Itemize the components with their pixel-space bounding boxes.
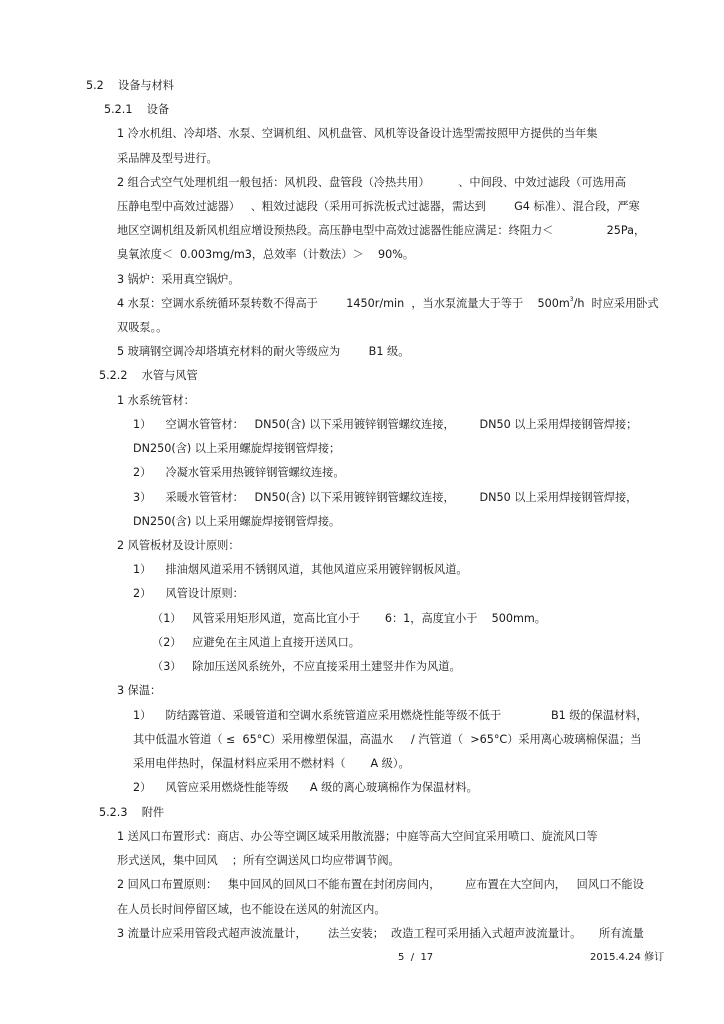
body-line: 2 回风口布置原则： 集中回风的回风口不能布置在封闭房间内， 应布置在大空间内， 回风口不能设 — [117, 878, 644, 891]
body-line: 在人员长时间停留区域，也不能设在送风的射流区内。 — [117, 903, 386, 916]
body-line: 地区空调机组及新风机组应增设预热段。高压静电型中高效过滤器性能应满足：终阻力＜ 25Pa， — [117, 224, 646, 237]
pump-text-tail: /h 时应采用卧式 — [573, 297, 659, 310]
body-line: 采用电伴热时，保温材料应采用不燃材料（ A 级）。 — [133, 757, 410, 770]
subsection-heading: 5.2.2 水管与风管 — [99, 369, 198, 382]
body-line: （1） 风管采用矩形风道，宽高比宜小于 6：1，高度宜小于 500mm。 — [152, 612, 546, 625]
body-line: 3 保温： — [117, 684, 162, 697]
body-line: 1） 排油烟风道采用不锈钢风道，其他风道应采用镀锌钢板风道。 — [133, 563, 468, 576]
body-line — [117, 297, 659, 311]
subsection-heading: 5.2.1 设备 — [104, 103, 170, 116]
body-line: 2 风管板材及设计原则： — [117, 539, 240, 552]
body-line: 3 锅炉：采用真空锅炉。 — [117, 273, 240, 286]
body-line: 其中低温水管道（ ≤ 65°C）采用橡塑保温，高温水 / 汽管道（ >65°C）采用离心玻璃棉保温；当 — [133, 733, 642, 746]
body-line: 双吸泵。。 — [117, 321, 168, 334]
subsection-heading: 5.2.3 附件 — [99, 806, 165, 819]
pump-text: 4 水泵：空调水系统循环泵转数不得高于 1450r/min ，当水泵流量大于等于 500m — [117, 297, 570, 310]
body-line: 3） 采暖水管管材： DN50(含) 以下采用镀锌钢管螺纹连接， DN50 以上采用焊接钢管焊接， — [133, 491, 638, 504]
body-line: 形式送风，集中回风 ；所有空调送风口均应带调节阀。 — [117, 854, 400, 867]
body-line: 1 冷水机组、冷却塔、水泵、空调机组、风机盘管、风机等设备设计选型需按照甲方提供的当年集 — [117, 127, 598, 140]
body-line: 采品牌及型号进行。 — [117, 152, 218, 165]
body-line: （2） 应避免在主风道上直接开送风口。 — [152, 636, 360, 649]
body-line: 3 流量计应采用管段式超声波流量计， 法兰安装； 改造工程可采用插入式超声波流量计。 所有流量 — [117, 927, 644, 940]
body-line: 1 送风口布置形式：商店、办公等空调区域采用散流器；中庭等高大空间宜采用喷口、旋流风口等 — [117, 830, 598, 843]
body-line: 1 水系统管材： — [117, 394, 195, 407]
revision-date: 2015.4.24 修订 — [590, 952, 665, 963]
superscript-3: 3 — [569, 296, 574, 303]
body-line: 5 玻璃钢空调冷却塔填充材料的耐火等级应为 B1 级。 — [117, 345, 410, 358]
body-line: 2） 风管设计原则： — [133, 587, 244, 600]
section-heading: 5.2 设备与材料 — [86, 79, 174, 92]
body-line: 压静电型中高效过滤器） 、粗效过滤段（采用可拆洗板式过滤器，需达到 G4 标准）、混合段，严寒 — [117, 200, 640, 213]
body-line: （3） 除加压送风系统外，不应直接采用土建竖井作为风道。 — [152, 660, 461, 673]
body-line: DN250(含) 以上采用螺旋焊接钢管焊接； — [133, 442, 341, 455]
body-line: 1） 防结露管道、采暖管道和空调水系统管道应采用燃烧性能等级不低于 B1 级的保温材料， — [133, 709, 648, 722]
body-line: 2 组合式空气处理机组一般包括：风机段、盘管段（冷热共用） 、中间段、中效过滤段（可选用高 — [117, 176, 627, 189]
body-line: 2） 冷凝水管采用热镀锌钢管螺纹连接。 — [133, 466, 345, 479]
body-line: 1） 空调水管管材： DN50(含) 以下采用镀锌钢管螺纹连接， DN50 以上采用焊接钢管焊接； — [133, 418, 638, 431]
page-number: 5 / 17 — [398, 952, 434, 963]
body-line: DN250(含) 以上采用螺旋焊接钢管焊接。 — [133, 515, 341, 528]
body-line: 臭氧浓度＜ 0.003mg/m3，总效率（计数法）＞ 90%。 — [117, 248, 415, 261]
body-line: 2） 风管应采用燃烧性能等级 A 级的离心玻璃棉作为保温材料。 — [133, 781, 478, 794]
